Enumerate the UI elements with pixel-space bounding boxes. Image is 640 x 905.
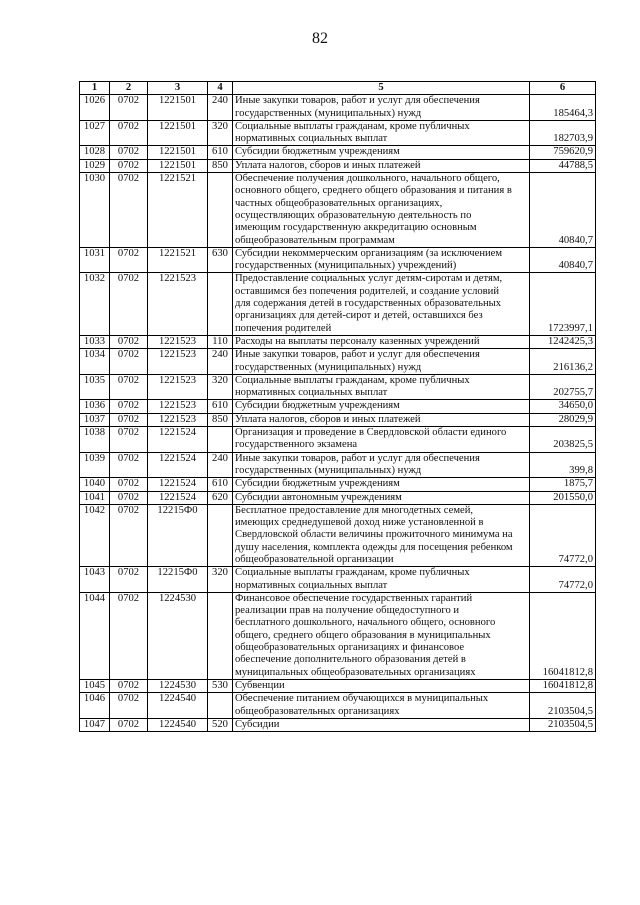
section-code: 0702 xyxy=(110,146,148,159)
row-number: 1027 xyxy=(80,120,110,146)
table-row xyxy=(80,452,596,478)
section-code: 0702 xyxy=(110,718,148,731)
target-article-code: 1221524 xyxy=(148,491,208,504)
row-amount: 202755,7 xyxy=(530,374,596,400)
expense-type-code: 240 xyxy=(208,349,233,375)
expense-type-code xyxy=(208,173,233,248)
row-description: Субвенции xyxy=(233,679,530,692)
expense-type-code: 110 xyxy=(208,335,233,348)
expense-type-code: 850 xyxy=(208,159,233,172)
row-amount: 185464,3 xyxy=(530,95,596,121)
row-description: Социальные выплаты гражданам, кроме публичных нормативных социальных выплат xyxy=(233,120,530,146)
target-article-code: 1221523 xyxy=(148,273,208,335)
section-code: 0702 xyxy=(110,400,148,413)
expense-type-code xyxy=(208,592,233,679)
table-row xyxy=(80,504,596,566)
section-code: 0702 xyxy=(110,452,148,478)
expense-type-code: 320 xyxy=(208,374,233,400)
row-number: 1029 xyxy=(80,159,110,172)
target-article-code: 1221501 xyxy=(148,146,208,159)
table-row xyxy=(80,413,596,426)
row-number: 1045 xyxy=(80,679,110,692)
row-amount: 216136,2 xyxy=(530,349,596,375)
row-description: Организация и проведение в Свердловской области единого государственного экзамена xyxy=(233,427,530,453)
target-article-code: 1221523 xyxy=(148,349,208,375)
header-cell: 2 xyxy=(110,82,148,95)
row-amount: 759620,9 xyxy=(530,146,596,159)
table-row xyxy=(80,273,596,335)
row-amount: 40840,7 xyxy=(530,173,596,248)
row-number: 1028 xyxy=(80,146,110,159)
row-amount: 201550,0 xyxy=(530,491,596,504)
expense-type-code: 630 xyxy=(208,247,233,273)
expense-type-code xyxy=(208,427,233,453)
expense-type-code: 610 xyxy=(208,478,233,491)
target-article-code: 1221523 xyxy=(148,335,208,348)
header-row xyxy=(80,82,596,95)
section-code: 0702 xyxy=(110,159,148,172)
target-article-code: 1221523 xyxy=(148,374,208,400)
table-row xyxy=(80,693,596,719)
row-amount: 74772,0 xyxy=(530,567,596,593)
target-article-code: 1221521 xyxy=(148,247,208,273)
header-cell: 5 xyxy=(233,82,530,95)
table-row xyxy=(80,247,596,273)
row-description: Расходы на выплаты персоналу казенных учреждений xyxy=(233,335,530,348)
row-description: Субсидии некоммерческим организациям (за исключением государственных (муниципальных) учреждений) xyxy=(233,247,530,273)
table-row xyxy=(80,400,596,413)
row-description: Субсидии бюджетным учреждениям xyxy=(233,400,530,413)
row-description: Субсидии xyxy=(233,718,530,731)
row-description: Финансовое обеспечение государственных гарантий реализации прав на получение общедоступного и бесплатного дошкольного, начального общего, основного общего, среднего общего образования в муниципальных общеобразовательных организациях и финансовое обеспечение дополнительного образования детей в муниципальных общеобразовательных организациях xyxy=(233,592,530,679)
row-description: Предоставление социальных услуг детям-сиротам и детям, оставшимся без попечения родителей, и создание условий для содержания детей в государственных образовательных организациях для детей-сирот и детей, оставшихся без попечения родителей xyxy=(233,273,530,335)
target-article-code: 1224530 xyxy=(148,679,208,692)
table-row xyxy=(80,718,596,731)
row-number: 1041 xyxy=(80,491,110,504)
row-number: 1047 xyxy=(80,718,110,731)
table-row xyxy=(80,567,596,593)
row-number: 1033 xyxy=(80,335,110,348)
table-row xyxy=(80,173,596,248)
section-code: 0702 xyxy=(110,273,148,335)
expense-type-code: 320 xyxy=(208,120,233,146)
section-code: 0702 xyxy=(110,427,148,453)
target-article-code: 1221501 xyxy=(148,120,208,146)
target-article-code: 1221523 xyxy=(148,413,208,426)
target-article-code: 1221523 xyxy=(148,400,208,413)
section-code: 0702 xyxy=(110,504,148,566)
expense-type-code: 520 xyxy=(208,718,233,731)
table-row xyxy=(80,349,596,375)
table-row xyxy=(80,120,596,146)
row-number: 1043 xyxy=(80,567,110,593)
page-number: 82 xyxy=(312,30,328,47)
header-cell: 6 xyxy=(530,82,596,95)
row-number: 1038 xyxy=(80,427,110,453)
row-amount: 2103504,5 xyxy=(530,693,596,719)
row-amount: 2103504,5 xyxy=(530,718,596,731)
row-number: 1030 xyxy=(80,173,110,248)
row-description: Уплата налогов, сборов и иных платежей xyxy=(233,159,530,172)
expense-type-code xyxy=(208,693,233,719)
row-number: 1044 xyxy=(80,592,110,679)
section-code: 0702 xyxy=(110,335,148,348)
row-number: 1042 xyxy=(80,504,110,566)
target-article-code: 1221501 xyxy=(148,159,208,172)
target-article-code: 12215Ф0 xyxy=(148,567,208,593)
row-amount: 28029,9 xyxy=(530,413,596,426)
row-description: Иные закупки товаров, работ и услуг для обеспечения государственных (муниципальных) нужд xyxy=(233,452,530,478)
row-amount: 74772,0 xyxy=(530,504,596,566)
section-code: 0702 xyxy=(110,478,148,491)
expense-type-code: 850 xyxy=(208,413,233,426)
section-code: 0702 xyxy=(110,95,148,121)
section-code: 0702 xyxy=(110,567,148,593)
expense-type-code: 240 xyxy=(208,95,233,121)
section-code: 0702 xyxy=(110,120,148,146)
row-number: 1032 xyxy=(80,273,110,335)
header-cell: 1 xyxy=(80,82,110,95)
target-article-code: 1221501 xyxy=(148,95,208,121)
row-description: Бесплатное предоставление для многодетных семей, имеющих среднедушевой доход ниже установленной в Свердловской области величины прожиточного минимума на душу населения, комплекта одежды для посещения ребенком общеобразовательной организации xyxy=(233,504,530,566)
section-code: 0702 xyxy=(110,679,148,692)
expense-type-code: 240 xyxy=(208,452,233,478)
section-code: 0702 xyxy=(110,374,148,400)
row-amount: 1875,7 xyxy=(530,478,596,491)
header-cell: 3 xyxy=(148,82,208,95)
row-description: Субсидии бюджетным учреждениям xyxy=(233,478,530,491)
table-row xyxy=(80,592,596,679)
expense-type-code: 530 xyxy=(208,679,233,692)
row-number: 1034 xyxy=(80,349,110,375)
row-description: Социальные выплаты гражданам, кроме публичных нормативных социальных выплат xyxy=(233,374,530,400)
table-row xyxy=(80,374,596,400)
expense-type-code xyxy=(208,273,233,335)
target-article-code: 1221524 xyxy=(148,427,208,453)
section-code: 0702 xyxy=(110,592,148,679)
row-number: 1035 xyxy=(80,374,110,400)
row-amount: 399,8 xyxy=(530,452,596,478)
target-article-code: 1224540 xyxy=(148,718,208,731)
table-row xyxy=(80,95,596,121)
table-row xyxy=(80,478,596,491)
row-description: Иные закупки товаров, работ и услуг для обеспечения государственных (муниципальных) нужд xyxy=(233,95,530,121)
section-code: 0702 xyxy=(110,349,148,375)
row-number: 1037 xyxy=(80,413,110,426)
row-description: Уплата налогов, сборов и иных платежей xyxy=(233,413,530,426)
row-description: Социальные выплаты гражданам, кроме публичных нормативных социальных выплат xyxy=(233,567,530,593)
table-row xyxy=(80,146,596,159)
expense-type-code: 320 xyxy=(208,567,233,593)
row-description: Обеспечение питанием обучающихся в муниципальных общеобразовательных организациях xyxy=(233,693,530,719)
expense-type-code: 610 xyxy=(208,146,233,159)
header-cell: 4 xyxy=(208,82,233,95)
row-amount: 44788,5 xyxy=(530,159,596,172)
row-amount: 182703,9 xyxy=(530,120,596,146)
row-amount: 1242425,3 xyxy=(530,335,596,348)
table-row xyxy=(80,427,596,453)
table-row xyxy=(80,335,596,348)
target-article-code: 1221524 xyxy=(148,478,208,491)
table-row xyxy=(80,159,596,172)
row-amount: 16041812,8 xyxy=(530,679,596,692)
target-article-code: 1221521 xyxy=(148,173,208,248)
table-row xyxy=(80,491,596,504)
row-number: 1039 xyxy=(80,452,110,478)
row-number: 1026 xyxy=(80,95,110,121)
table-row xyxy=(80,679,596,692)
table-body xyxy=(80,95,596,732)
row-number: 1036 xyxy=(80,400,110,413)
section-code: 0702 xyxy=(110,413,148,426)
row-number: 1046 xyxy=(80,693,110,719)
target-article-code: 1224540 xyxy=(148,693,208,719)
budget-table xyxy=(79,81,596,732)
row-number: 1031 xyxy=(80,247,110,273)
target-article-code: 1221524 xyxy=(148,452,208,478)
section-code: 0702 xyxy=(110,247,148,273)
expense-type-code: 620 xyxy=(208,491,233,504)
row-amount: 16041812,8 xyxy=(530,592,596,679)
row-description: Субсидии автономным учреждениям xyxy=(233,491,530,504)
target-article-code: 12215Ф0 xyxy=(148,504,208,566)
expense-type-code: 610 xyxy=(208,400,233,413)
row-amount: 1723997,1 xyxy=(530,273,596,335)
row-amount: 40840,7 xyxy=(530,247,596,273)
row-number: 1040 xyxy=(80,478,110,491)
row-description: Иные закупки товаров, работ и услуг для обеспечения государственных (муниципальных) нужд xyxy=(233,349,530,375)
section-code: 0702 xyxy=(110,173,148,248)
expense-type-code xyxy=(208,504,233,566)
target-article-code: 1224530 xyxy=(148,592,208,679)
section-code: 0702 xyxy=(110,491,148,504)
row-amount: 34650,0 xyxy=(530,400,596,413)
row-description: Обеспечение получения дошкольного, начального общего, основного общего, среднего общего образования и питания в частных общеобразовательных организациях, осуществляющих образовательную деятельность по имеющим государственную аккредитацию основным общеобразовательным программам xyxy=(233,173,530,248)
row-description: Субсидии бюджетным учреждениям xyxy=(233,146,530,159)
row-amount: 203825,5 xyxy=(530,427,596,453)
section-code: 0702 xyxy=(110,693,148,719)
